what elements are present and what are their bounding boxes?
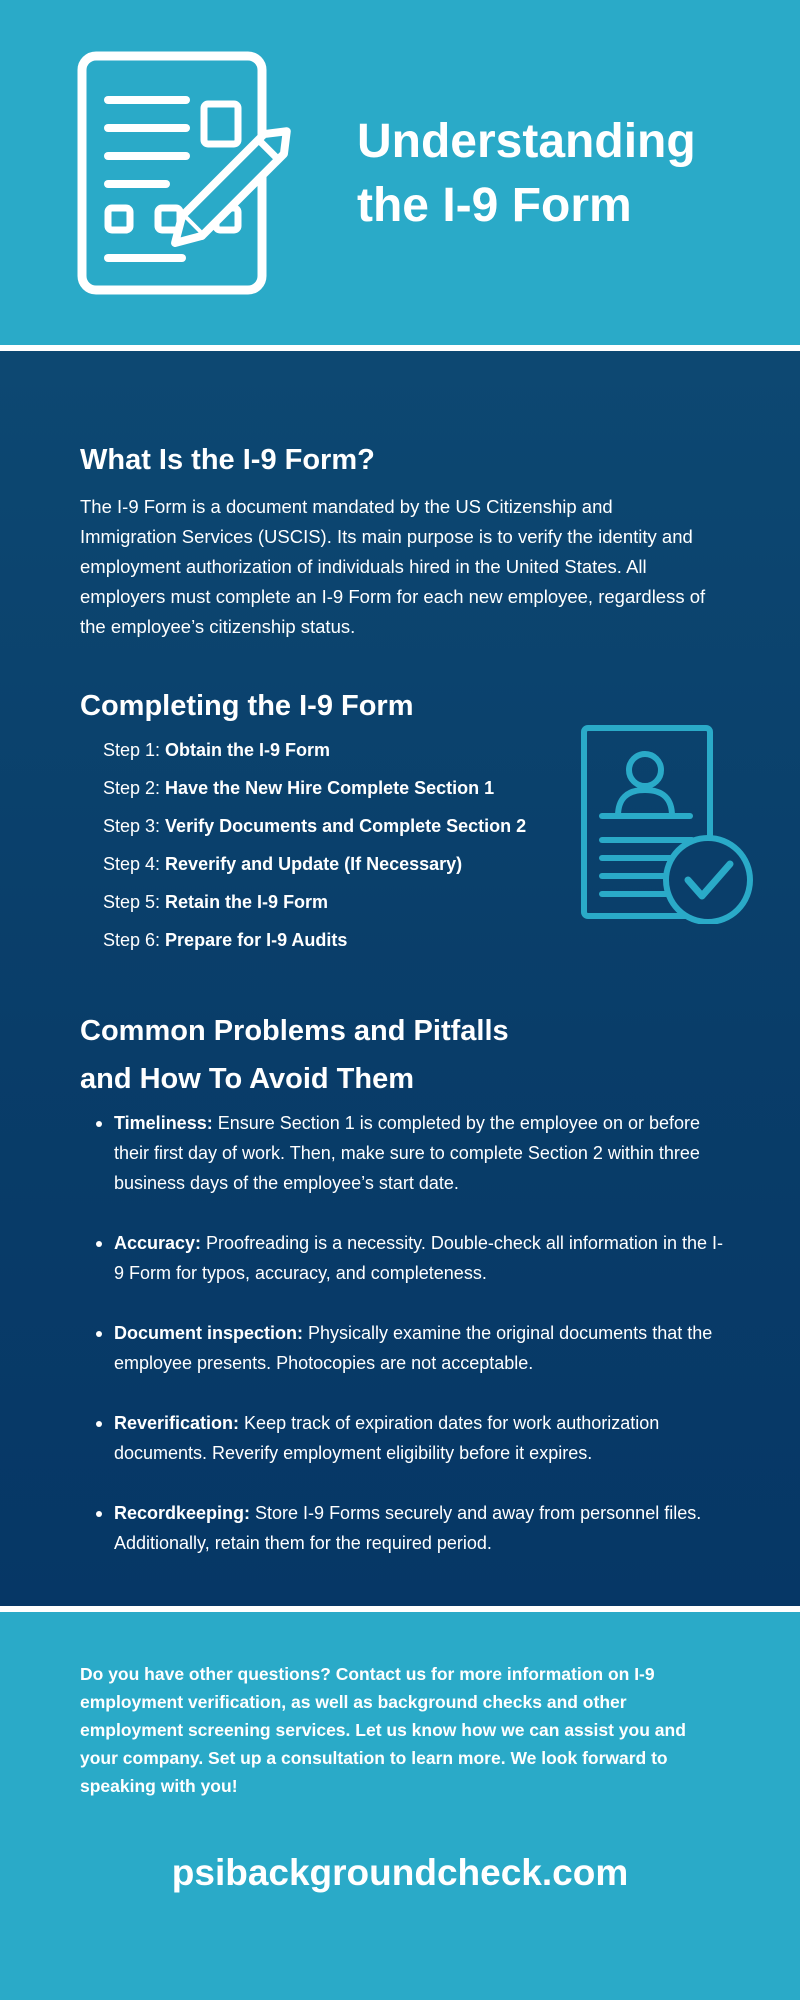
pitfall-item: Document inspection: Physically examine the original documents that the employee presents. Photocopies are not acceptable.	[96, 1318, 726, 1378]
pitfalls-heading	[80, 1007, 509, 1103]
intro-heading: What Is the I-9 Form?	[80, 444, 375, 476]
main-content	[0, 351, 800, 1606]
intro-paragraph: The I-9 Form is a document mandated by the US Citizenship and Immigration Services (USCIS). Its main purpose is to verify the identity and employment authorization of individuals hired in the United States. All employers must complete an I-9 Form for each new employee, regardless of the employee’s citizenship status.	[80, 496, 706, 637]
website-link[interactable]: psibackgroundcheck.com	[171, 1852, 629, 1893]
pitfalls-heading-line-2: and How To Avoid Them	[80, 1063, 415, 1095]
page-title-line-1: Understanding	[357, 115, 696, 168]
step-item: Step 3: Verify Documents and Complete Section 2	[103, 816, 527, 836]
step-item: Step 6: Prepare for I-9 Audits	[103, 930, 348, 950]
pitfall-item: Accuracy: Proofreading is a necessity. Double-check all information in the I-9 Form for typos, accuracy, and completeness.	[96, 1228, 726, 1288]
step-item: Step 1: Obtain the I-9 Form	[103, 740, 331, 760]
steps-list	[103, 737, 526, 965]
pitfalls-list	[96, 1108, 726, 1588]
call-to-action-text: Do you have other questions? Contact us for more information on I-9 employment verification, as well as background checks and other employment screening services. Let us know how we can assist you and your company. Set up a consultation to learn more. We look forward to speaking with you!	[80, 1664, 686, 1796]
step-item: Step 5: Retain the I-9 Form	[103, 892, 329, 912]
step-item: Step 4: Reverify and Update (If Necessary)	[103, 854, 463, 874]
step-item: Step 2: Have the New Hire Complete Section 1	[103, 778, 495, 798]
pitfall-item: Reverification: Keep track of expiration dates for work authorization documents. Reverify employment eligibility before it expires.	[96, 1408, 726, 1468]
page-title	[357, 110, 777, 238]
verified-document-icon	[580, 724, 760, 924]
pitfall-item: Timeliness: Ensure Section 1 is completed by the employee on or before their first day of work. Then, make sure to complete Section 2 within three business days of the employee’s start date.	[96, 1108, 726, 1198]
pitfalls-heading-line-1: Common Problems and Pitfalls	[80, 1015, 509, 1047]
completing-heading: Completing the I-9 Form	[80, 690, 414, 722]
footer	[0, 1612, 800, 2000]
page-title-line-2: the I-9 Form	[357, 179, 632, 232]
form-pencil-icon	[74, 48, 324, 298]
pitfall-item: Recordkeeping: Store I-9 Forms securely and away from personnel files. Additionally, retain them for the required period.	[96, 1498, 726, 1558]
header-banner	[0, 0, 800, 345]
